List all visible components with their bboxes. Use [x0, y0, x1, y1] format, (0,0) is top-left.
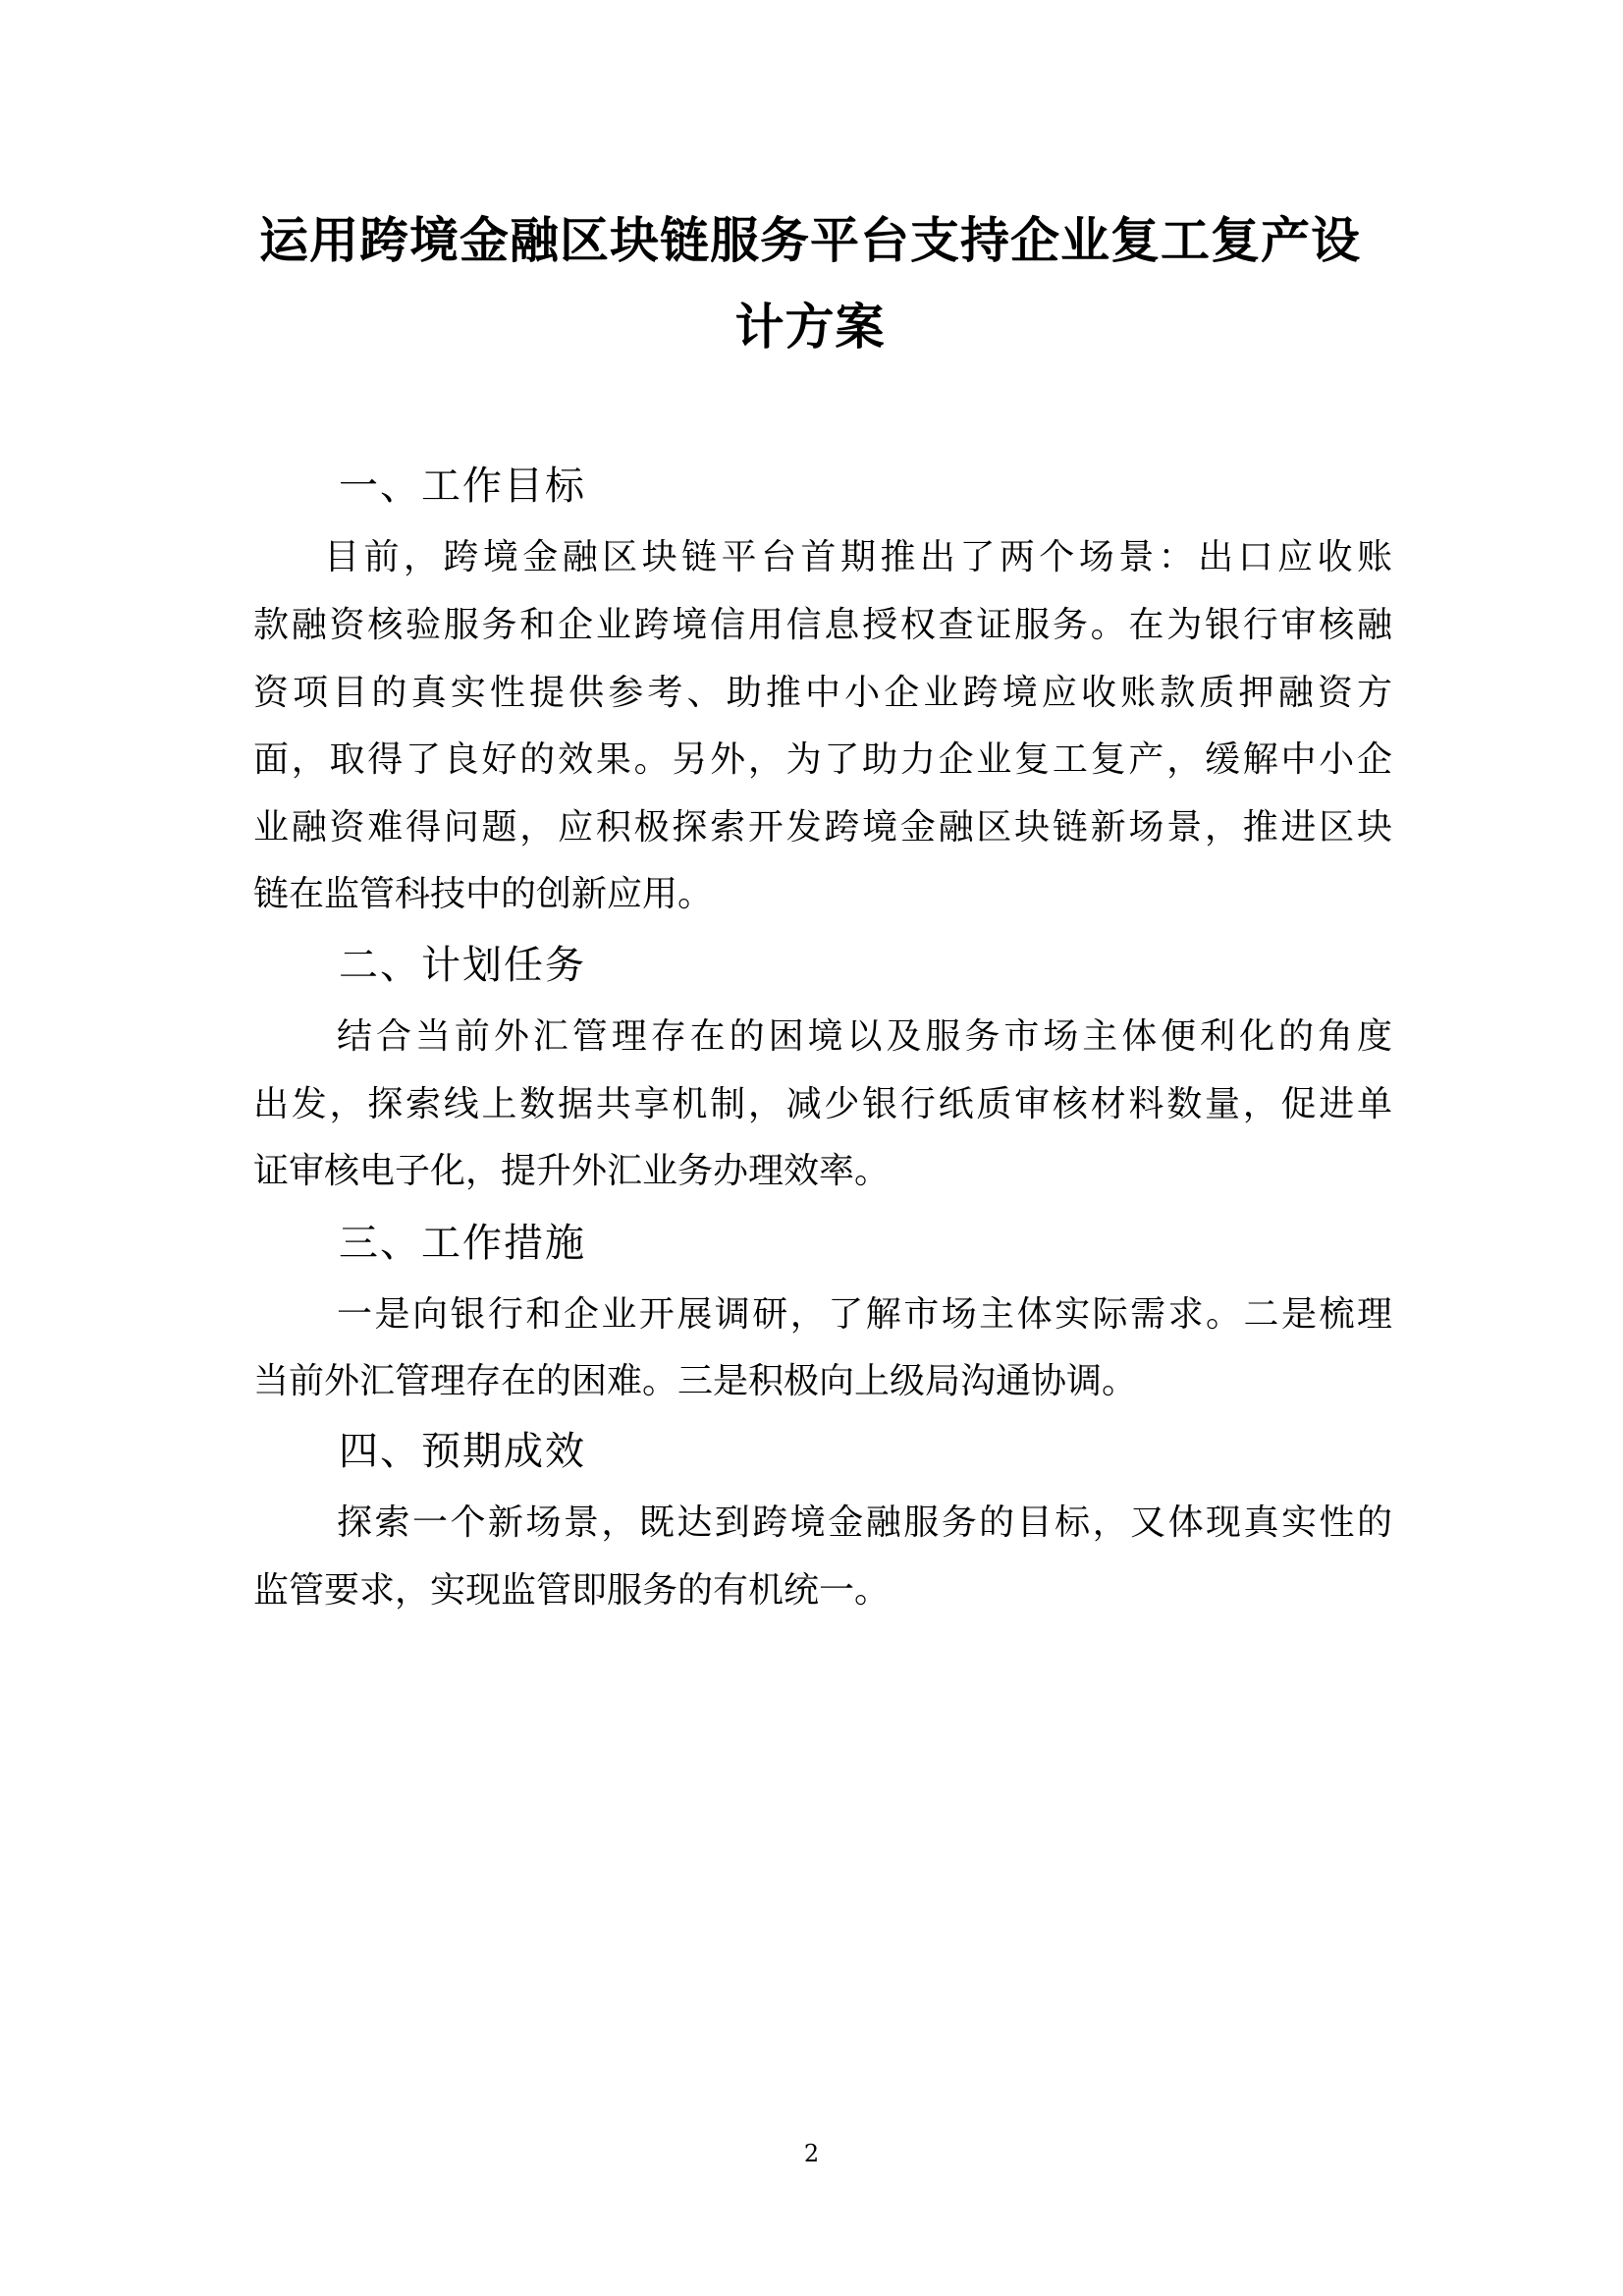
paragraph-line: 监管要求，实现监管即服务的有机统一。 [253, 1570, 891, 1611]
paragraph-line: 链在监管科技中的创新应用。 [253, 874, 714, 914]
paragraph-line: 目前，跨境金融区块链平台首期推出了两个场景：出口应收账 [324, 537, 1392, 577]
paragraph-line: 面，取得了良好的效果。另外，为了助力企业复工复产，缓解中小企 [253, 739, 1392, 780]
document-title-line-1: 运用跨境金融区块链服务平台支持企业复工复产设 [259, 212, 1361, 269]
paragraph-line: 资项目的真实性提供参考、助推中小企业跨境应收账款质押融资方 [253, 673, 1392, 713]
paragraph-line: 出发，探索线上数据共享机制，减少银行纸质审核材料数量，促进单 [253, 1084, 1392, 1124]
paragraph-line: 款融资核验服务和企业跨境信用信息授权查证服务。在为银行审核融 [253, 605, 1392, 645]
paragraph-line: 证审核电子化，提升外汇业务办理效率。 [253, 1151, 891, 1191]
paragraph-line: 结合当前外汇管理存在的困境以及服务市场主体便利化的角度 [337, 1016, 1392, 1057]
paragraph-line: 当前外汇管理存在的困难。三是积极向上级局沟通协调。 [253, 1361, 1138, 1401]
section-heading: 一、工作目标 [339, 464, 586, 509]
paragraph-line: 一是向银行和企业开展调研，了解市场主体实际需求。二是梳理 [337, 1294, 1392, 1335]
section-heading: 二、计划任务 [339, 943, 586, 988]
paragraph-line: 业融资难得问题，应积极探索开发跨境金融区块链新场景，推进区块 [253, 807, 1392, 847]
paragraph-line: 探索一个新场景，既达到跨境金融服务的目标，又体现真实性的 [337, 1503, 1392, 1543]
document-title-line-2: 计方案 [734, 299, 886, 355]
section-heading: 三、工作措施 [339, 1221, 586, 1266]
page-number: 2 [803, 2140, 820, 2167]
section-heading: 四、预期成效 [339, 1429, 586, 1474]
